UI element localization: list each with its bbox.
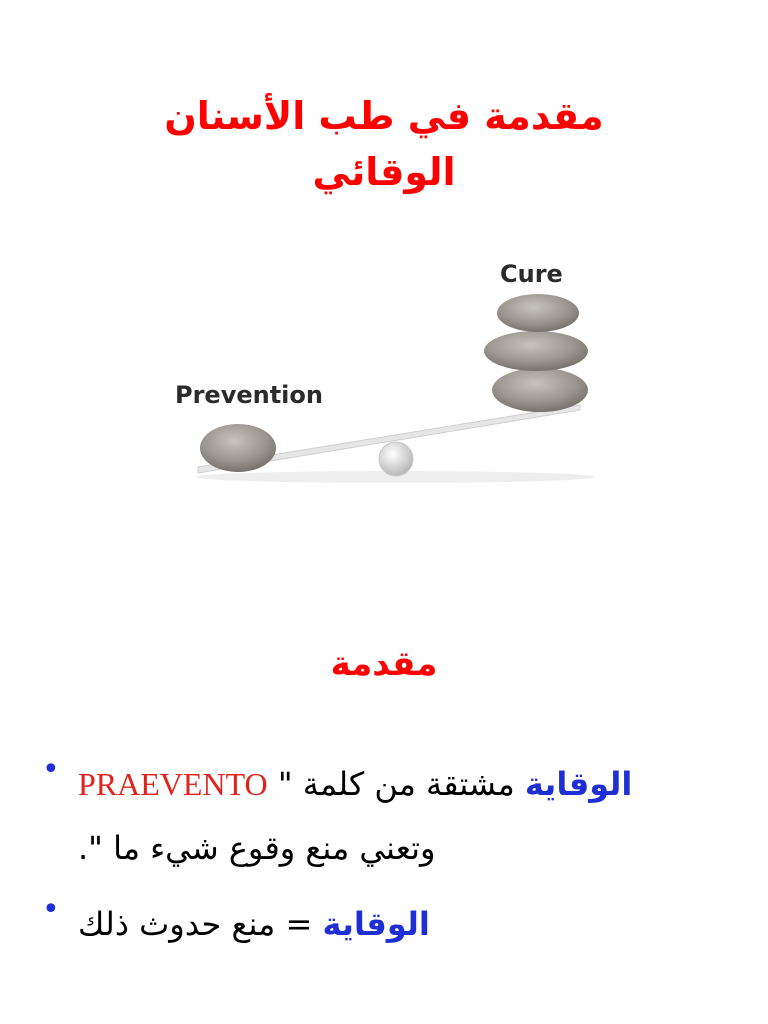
seesaw-graphic — [170, 245, 600, 525]
term-highlight: الوقاية — [524, 765, 633, 803]
fulcrum-ball — [379, 442, 413, 476]
bullet-item-1 — [40, 752, 730, 880]
latin-word: PRAEVENTO — [78, 766, 268, 802]
cure-label: Cure — [500, 260, 563, 288]
bullet-1-text: مشتقة من كلمة — [302, 765, 515, 803]
bullet-dot-icon: • — [42, 752, 60, 787]
bullet-dot-icon: • — [42, 892, 60, 927]
bullet-list — [40, 752, 730, 956]
prevention-cure-seesaw-illustration — [170, 245, 600, 525]
slide-title-line-2: الوقائي — [312, 150, 456, 194]
slide-title — [0, 88, 768, 200]
prevention-label: Prevention — [175, 381, 323, 409]
bullet-item-2 — [40, 892, 730, 956]
bullet-1-line-2: وتعني منع وقوع شيء ما ". — [78, 829, 436, 867]
bullet-2-line-1 — [78, 892, 730, 956]
cure-stone-top — [497, 294, 579, 332]
bullet-2-text: = منع حدوث ذلك — [78, 905, 313, 943]
section-heading: مقدمة — [330, 644, 438, 684]
prevention-stone — [200, 424, 276, 472]
open-quote: " — [277, 765, 293, 803]
cure-stone-middle — [484, 331, 588, 371]
term-highlight: الوقاية — [322, 905, 430, 943]
bullet-1-line-1 — [78, 752, 730, 816]
slide-title-line-1: مقدمة في طب الأسنان — [164, 94, 604, 138]
cure-stone-bottom — [492, 368, 588, 412]
